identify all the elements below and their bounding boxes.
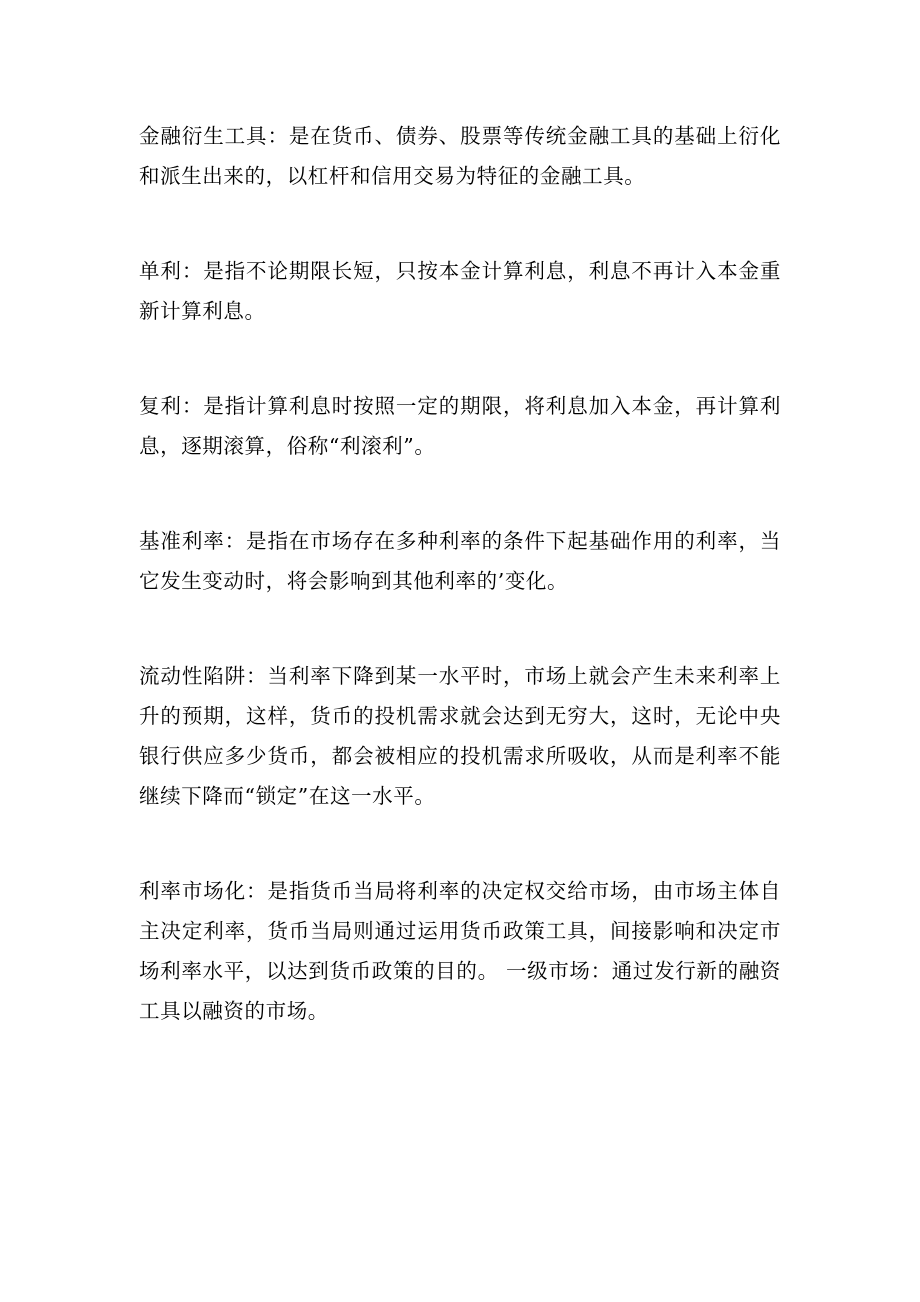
paragraph-interest-rate-liberalization: 利率市场化：是指货币当局将利率的决定权交给市场，由市场主体自主决定利率，货币当局则通过运用货币政策工具，间接影响和决定市场利率水平，以达到货币政策的目的。 一级市场：通过发行新的融资工具以融资的市场。 — [139, 879, 781, 1023]
paragraph-simple-interest: 单利：是指不论期限长短，只按本金计算利息，利息不再计入本金重新计算利息。 — [139, 259, 781, 323]
paragraph-liquidity-trap: 流动性陷阱：当利率下降到某一水平时，市场上就会产生未来利率上升的预期，这样，货币的投机需求就会达到无穷大，这时，无论中央银行供应多少货币，都会被相应的投机需求所吸收，从而是利率不能继续下降而“锁定”在这一水平。 — [139, 664, 781, 808]
paragraph-financial-derivatives: 金融衍生工具：是在货币、债券、股票等传统金融工具的基础上衍化和派生出来的，以杠杆和信用交易为特征的金融工具。 — [139, 124, 781, 188]
paragraph-compound-interest: 复利：是指计算利息时按照一定的期限，将利息加入本金，再计算利息，逐期滚算，俗称“利滚利”。 — [139, 394, 781, 458]
paragraph-benchmark-rate: 基准利率：是指在市场存在多种利率的条件下起基础作用的利率，当它发生变动时，将会影响到其他利率的’变化。 — [139, 529, 781, 593]
document-body — [139, 116, 781, 1086]
